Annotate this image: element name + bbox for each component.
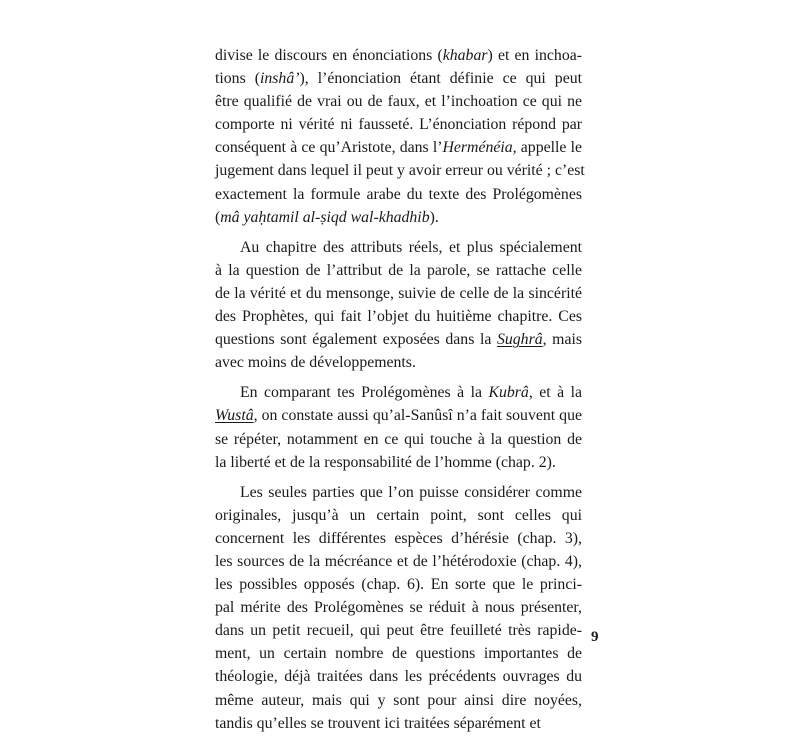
text-run: se répéter, notamment en ce qui touche à la question de [215,430,582,448]
page-number: 9 [591,629,599,645]
paragraph [215,236,582,375]
italic-term: yaḥ [243,208,267,226]
text-line [215,305,582,328]
italic-term: mâ [220,208,244,226]
text-run: jugement dans lequel il peut y avoir erreur ou vérité ; c’est [215,162,585,180]
text-line [215,550,582,573]
text-line [215,259,582,282]
text-line [215,404,582,427]
italic-term: inshâ’ [259,70,300,88]
text-run: appelle le [516,139,582,157]
text-run: questions sont également exposées dans la [215,331,497,349]
text-line [215,351,582,374]
text-run: divise le discours en énonciations ( [215,47,443,64]
text-line [215,159,585,182]
text-line [215,67,582,90]
text-run: la liberté et de la responsabilité de l’homme (chap. 2). [215,453,556,471]
text-run: comporte ni vérité ni fausseté. L’énonciation répond par [215,116,582,134]
italic-term: Wustâ [215,407,254,425]
text-run: En comparant tes Prolégomènes à la [240,384,489,402]
text-line [215,642,582,665]
text-line [215,481,582,504]
text-run: théologie, déjà traitées dans les précédents ouvrages du [215,668,582,686]
text-run: tions ( [215,70,260,88]
body-text [215,44,585,742]
text-run: avec moins de développements. [215,354,416,372]
paragraph [215,44,585,229]
text-run: , on constate aussi qu’al-Sanûsî n’a fait souvent que [253,407,582,425]
italic-term: tamil al- [266,208,321,226]
text-line [215,527,582,550]
italic-term: khabar [442,47,488,64]
text-line [215,328,582,351]
text-run: originales, jusqu’à un certain point, sont celles qui [215,506,582,524]
text-line [215,712,582,735]
text-run: de la vérité et du mensonge, suivie de celle de la sincérité [215,284,582,302]
text-line [215,451,582,474]
text-run: les possibles opposés (chap. 6). En sorte que le princi- [215,576,582,594]
text-run: à la question de l’attribut de la parole, se rattache celle [215,261,582,279]
italic-term: Kubrâ [488,384,529,402]
text-line [215,236,582,259]
text-run: pal mérite des Prolégomènes se réduit à nous présenter, [215,599,582,617]
text-run: ) et en inchoa- [487,47,582,64]
text-run: Les seules parties que l’on puisse considérer comme [240,483,582,501]
text-line [215,428,582,451]
text-run: , et à la [528,384,582,402]
text-line [215,689,582,712]
text-run: les sources de la mécréance et de l’hétérodoxie (chap. 4), [215,552,582,570]
text-run: ment, un certain nombre de questions importantes de [215,645,582,663]
text-line [215,113,582,136]
italic-term: Herménéia, [442,139,517,157]
text-line [215,282,582,305]
text-run: des Prophètes, qui fait l’objet du huitième chapitre. Ces [215,308,582,326]
text-run: ( [215,208,221,226]
text-run: être qualifié de vrai ou de faux, et l’inchoation ce qui ne [215,93,582,111]
italic-term: ṣ [320,208,327,226]
text-line [215,573,582,596]
paragraph [215,481,582,735]
text-line [215,206,582,229]
text-run: même auteur, mais qui y sont pour ainsi dire noyées, [215,691,582,709]
text-line [215,136,582,159]
text-line [215,44,582,67]
italic-term: Sughrâ [496,331,543,349]
text-run: , mais [542,331,583,349]
text-line [215,381,582,404]
text-line [215,596,582,619]
text-run: exactement la formule arabe du texte des Prolégomènes [215,185,582,203]
italic-term: iqd wal-khadhib [326,208,430,226]
text-run: Au chapitre des attributs réels, et plus spécialement [240,238,582,256]
text-run: concernent les différentes espèces d’hérésie (chap. 3), [215,529,582,547]
text-run: ), l’énonciation étant définie ce qui peut [299,70,582,88]
text-line [215,665,582,688]
text-line [215,90,582,113]
text-line [215,619,582,642]
text-line [215,183,582,206]
text-run: tandis qu’elles se trouvent ici traitées séparément et [215,714,541,732]
text-run: conséquent à ce qu’Aristote, dans l’ [215,139,443,157]
paragraph [215,381,582,473]
text-run: ). [429,208,439,226]
text-run: dans un petit recueil, qui peut être feuilleté très rapide- [215,622,582,640]
text-line [215,504,582,527]
